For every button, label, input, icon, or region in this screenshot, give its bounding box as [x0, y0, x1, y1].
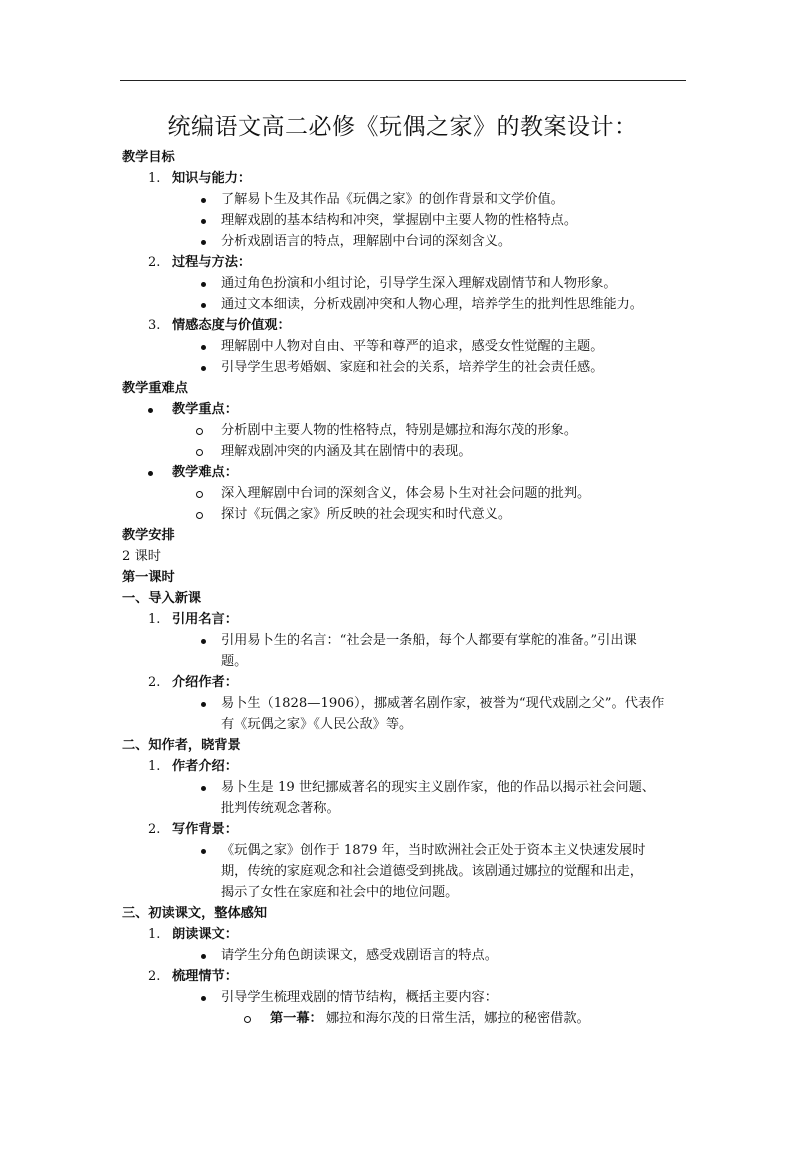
sub-bullet-icon — [244, 1016, 251, 1023]
goal-3-number: 3. — [148, 318, 161, 333]
class-hours: 2 课时 — [122, 549, 161, 564]
sub-bullet-icon — [196, 512, 203, 519]
key-point-2: 理解戏剧冲突的内涵及其在剧情中的表现。 — [221, 444, 472, 459]
difficult-point-1: 深入理解剧中台词的深刻含义，体会易卜生对社会问题的批判。 — [221, 486, 591, 501]
part2-item-1-label: 作者介绍： — [172, 759, 238, 774]
bullet-icon — [201, 639, 206, 644]
key-points-label: 教学重点： — [172, 402, 238, 417]
section-heading-arrangement: 教学安排 — [122, 528, 175, 543]
goal-3-point-1: 理解剧中人物对自由、平等和尊严的追求，感受女性觉醒的主题。 — [221, 339, 604, 354]
plot-point: 引导学生梳理戏剧的情节结构，概括主要内容： — [221, 990, 498, 1005]
author-intro-line-2: 有《玩偶之家》《人民公敌》等。 — [221, 717, 413, 732]
quote-line-2: 题。 — [221, 654, 248, 669]
part2-heading: 二、知作者，晓背景 — [122, 738, 241, 753]
goal-2-point-2: 通过文本细读，分析戏剧冲突和人物心理，培养学生的批判性思维能力。 — [221, 297, 643, 312]
goal-3-label: 情感态度与价值观： — [172, 318, 291, 333]
author-intro-line-1: 易卜生（1828—1906），挪威著名剧作家，被誉为“现代戏剧之父”。代表作 — [221, 696, 665, 711]
goal-1-point-2: 理解戏剧的基本结构和冲突，掌握剧中主要人物的性格特点。 — [221, 213, 578, 228]
part3-heading: 三、初读课文，整体感知 — [122, 906, 268, 921]
bullet-icon — [201, 282, 206, 287]
sub-bullet-icon — [196, 491, 203, 498]
goal-2-label: 过程与方法： — [172, 255, 252, 270]
bullet-icon — [201, 996, 206, 1001]
section-heading-difficulties: 教学重难点 — [122, 381, 188, 396]
header-rule — [120, 80, 686, 81]
goal-2-point-1: 通过角色扮演和小组讨论，引导学生深入理解戏剧情节和人物形象。 — [221, 276, 617, 291]
bullet-icon — [201, 786, 206, 791]
part1-item-2-number: 2. — [148, 675, 161, 690]
goal-2-number: 2. — [148, 255, 161, 270]
act1-label: 第一幕： — [270, 1011, 323, 1026]
difficult-points-label: 教学难点： — [172, 465, 238, 480]
part3-item-2-label: 梳理情节： — [172, 969, 238, 984]
document-title: 统编语文高二必修《玩偶之家》的教案设计： — [167, 114, 638, 140]
part3-item-1-label: 朗读课文： — [172, 927, 238, 942]
goal-1-number: 1. — [148, 171, 161, 186]
bullet-icon — [201, 702, 206, 707]
bullet-icon — [148, 471, 153, 476]
part1-item-1-number: 1. — [148, 612, 161, 627]
section-heading-goals: 教学目标 — [122, 150, 175, 165]
bullet-icon — [201, 849, 206, 854]
part1-item-1-label: 引用名言： — [172, 612, 238, 627]
part1-heading: 一、导入新课 — [122, 591, 202, 606]
background-line-1: 《玩偶之家》创作于 1879 年，当时欧洲社会正处于资本主义快速发展时 — [221, 843, 646, 858]
part3-item-2-number: 2. — [148, 969, 161, 984]
part3-item-1-number: 1. — [148, 927, 161, 942]
author-detail-line-1: 易卜生是 19 世纪挪威著名的现实主义剧作家，他的作品以揭示社会问题、 — [221, 780, 655, 795]
act1-text: 娜拉和海尔茂的日常生活，娜拉的秘密借款。 — [326, 1011, 590, 1026]
part2-item-1-number: 1. — [148, 759, 161, 774]
goal-1-point-3: 分析戏剧语言的特点，理解剧中台词的深刻含义。 — [221, 234, 512, 249]
bullet-icon — [201, 240, 206, 245]
goal-1-point-1: 了解易卜生及其作品《玩偶之家》的创作背景和文学价值。 — [221, 192, 564, 207]
sub-bullet-icon — [196, 428, 203, 435]
background-line-3: 揭示了女性在家庭和社会中的地位问题。 — [221, 885, 459, 900]
lesson1-heading: 第一课时 — [122, 570, 175, 585]
quote-line-1: 引用易卜生的名言：“社会是一条船，每个人都要有掌舵的准备。”引出课 — [221, 633, 637, 648]
author-detail-line-2: 批判传统观念著称。 — [221, 801, 340, 816]
bullet-icon — [201, 198, 206, 203]
goal-3-point-2: 引导学生思考婚姻、家庭和社会的关系，培养学生的社会责任感。 — [221, 360, 604, 375]
reading-point: 请学生分角色朗读课文，感受戏剧语言的特点。 — [221, 948, 498, 963]
bullet-icon — [148, 408, 153, 413]
bullet-icon — [201, 345, 206, 350]
background-line-2: 期，传统的家庭观念和社会道德受到挑战。该剧通过娜拉的觉醒和出走， — [221, 864, 643, 879]
part2-item-2-number: 2. — [148, 822, 161, 837]
part1-item-2-label: 介绍作者： — [172, 675, 238, 690]
key-point-1: 分析剧中主要人物的性格特点，特别是娜拉和海尔茂的形象。 — [221, 423, 578, 438]
difficult-point-2: 探讨《玩偶之家》所反映的社会现实和时代意义。 — [221, 507, 512, 522]
bullet-icon — [201, 366, 206, 371]
part2-item-2-label: 写作背景： — [172, 822, 238, 837]
bullet-icon — [201, 219, 206, 224]
bullet-icon — [201, 303, 206, 308]
goal-1-label: 知识与能力： — [172, 171, 252, 186]
bullet-icon — [201, 954, 206, 959]
sub-bullet-icon — [196, 449, 203, 456]
